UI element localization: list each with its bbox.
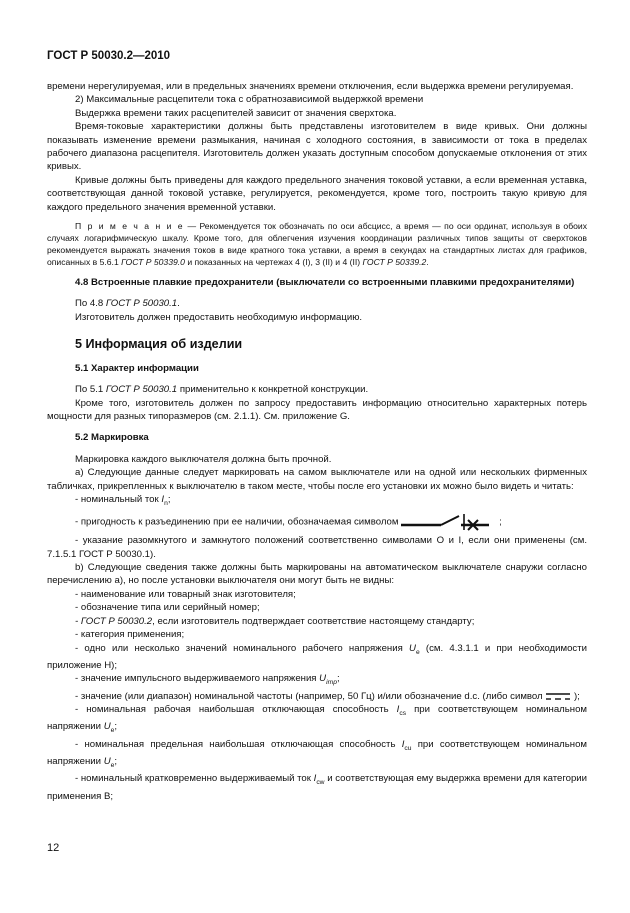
direct-current-symbol-icon [545, 691, 571, 701]
b5-text: - одно или несколько значений номинального рабочего напряжения [75, 642, 409, 654]
list-item-rated-voltage [47, 642, 587, 673]
b5-end: (см. 4.3.1.1 и при необходимости приложение Н); [47, 642, 587, 671]
s48-p1-end: . [177, 298, 180, 310]
section-5-heading: 5 Информация об изделии [75, 337, 243, 352]
section-5-1-heading: 5.1 Характер информации [75, 362, 199, 374]
list-item-impulse-voltage [47, 672, 587, 689]
section-5-2-heading: 5.2 Маркировка [75, 432, 149, 444]
note-text-a: — Рекомендуется ток обозначать по оси абсцисс, а время — по оси ординат, используя в обоих случаях логарифмическую шкалу. Кроме того, для облегчения изучения координации различных типов защиты от сверхтоков рекомендуется выражать значения токов в виде кратного тока уставки, а время в секундах на стандартных листах для графиков, описанных в 5.6.1 [47, 221, 588, 268]
b9-subscript-2: e [110, 761, 115, 769]
b5-subscript: e [415, 648, 420, 656]
page-number: 12 [47, 842, 60, 854]
list-item-manufacturer: - наименование или товарный знак изготовителя; [75, 588, 296, 600]
list-item-isolation [47, 513, 587, 531]
a1-text: - номинальный ток [75, 493, 162, 505]
list-item-rated-current [47, 493, 587, 510]
b10-end: и соответствующая ему выдержка времени для категории применения В; [47, 773, 587, 802]
list-item-frequency [47, 690, 587, 703]
a1-subscript: n [164, 499, 168, 507]
s51-p1-ref: ГОСТ Р 50030.1 [105, 384, 178, 396]
b5-symbol: U [409, 642, 416, 654]
list-item-ultimate-breaking [47, 738, 587, 773]
note-ref-a: ГОСТ Р 50339.0 [121, 257, 185, 268]
page-body [47, 80, 587, 803]
b9-symbol: I [401, 738, 405, 750]
note-paragraph [47, 220, 587, 268]
a1-symbol: I [161, 493, 165, 505]
intro-paragraph-5: Кривые должны быть приведены для каждого предельного значения токовой уставки, а если временная уставка, соответствующая данной токовой уставке, регулируется, рекомендуется, кроме того, построить такую кривую для каждого предельного значения временной уставки. [47, 174, 587, 213]
b8-subscript-2: e [110, 727, 115, 735]
b6-text: - значение импульсного выдерживаемого напряжения [75, 673, 320, 685]
disconnector-symbol-icon [401, 513, 499, 531]
b6-symbol: U [319, 673, 327, 685]
b3-ref: - ГОСТ Р 50030.2 [75, 615, 153, 627]
list-item-category: - категория применения; [75, 629, 185, 641]
b6-end: ; [336, 673, 340, 685]
s51-p1-text: По 5.1 [75, 384, 106, 396]
section-4-8-heading: 4.8 Встроенные плавкие предохранители (выключатели со встроенными плавкими предохранителями) [75, 277, 575, 289]
section-5-1-paragraph-1 [47, 383, 587, 396]
b7-text: - значение (или диапазон) номинальной частоты (например, 50 Гц) и/или обозначение d.c. (либо символ [75, 690, 546, 702]
note-text-c: . [426, 257, 429, 268]
list-item-positions: - указание разомкнутого и замкнутого положений соответственно символами О и I, если они применены (см. 7.1.5.1 ГОСТ Р 50030.1). [47, 535, 587, 560]
section-5-2-item-a: а) Следующие данные следует маркировать на самом выключателе или на одной или нескольких фирменных табличках, прикрепленных к выключателю в таком месте, чтобы после его установки их можно было видеть и читать: [47, 467, 587, 492]
s48-p1-ref: ГОСТ Р 50030.1 [105, 298, 178, 310]
list-item-type: - обозначение типа или серийный номер; [75, 602, 260, 614]
a1-end: ; [167, 493, 171, 505]
b8-symbol: I [396, 703, 400, 715]
b7-end: ); [571, 690, 580, 702]
b10-subscript: cw [316, 779, 325, 787]
list-item-service-breaking [47, 703, 587, 738]
intro-paragraph-3: Выдержка времени таких расцепителей зависит от значения сверхтока. [75, 107, 397, 119]
s51-p1-end: применительно к конкретной конструкции. [177, 384, 369, 396]
b8-middle: при соответствующем номинальном напряжении [47, 703, 587, 733]
b10-text: - номинальный кратковременно выдерживаемый ток [75, 773, 314, 785]
b9-end: ; [114, 755, 118, 767]
note-ref-b: ГОСТ Р 50339.2 [362, 257, 427, 268]
section-4-8-paragraph-2: Изготовитель должен предоставить необходимую информацию. [75, 311, 363, 323]
b9-subscript: cu [404, 744, 412, 752]
section-5-2-item-b: b) Следующие сведения также должны быть маркированы на автоматическом выключателе снаружи согласно перечислению а), но после установки выключателя они могут быть не видны: [47, 562, 587, 587]
a2-end: ; [499, 516, 502, 528]
note-lead: П р и м е ч а н и е [75, 221, 185, 232]
b6-subscript: imp [326, 679, 337, 687]
section-4-8-paragraph-1 [47, 297, 587, 310]
b9-symbol-2: U [103, 755, 111, 767]
b3-text: , если изготовитель подтверждает соответствие настоящему стандарту; [152, 615, 475, 627]
b10-symbol: I [313, 773, 317, 785]
intro-paragraph-1: времени нерегулируемая, или в предельных значениях времени отключения, если выдержка времени регулируемая. [47, 81, 574, 92]
a2-text: - пригодность к разъединению при ее наличии, обозначаемая символом [75, 516, 402, 528]
b8-symbol-2: U [103, 721, 111, 733]
b8-end: ; [114, 721, 118, 733]
running-header: ГОСТ Р 50030.2—2010 [47, 50, 171, 62]
b9-middle: при соответствующем номинальном напряжении [47, 738, 587, 767]
list-item-standard [47, 615, 587, 628]
b8-text: - номинальная рабочая наибольшая отключающая способность [75, 703, 397, 715]
list-item-short-time-current [47, 772, 587, 803]
intro-paragraph-4: Время-токовые характеристики должны быть представлены изготовителем в виде кривых. Они должны показывать изменение времени размыкания, начиная с холодного состояния, в зависимости от тока в пределах рабочего диапазона расцепителя. Изготовитель должен указать доступным способом допускаемые отклонения от этих кривых. [47, 121, 587, 173]
b8-subscript: cs [399, 709, 407, 717]
intro-paragraph-2: 2) Максимальные расцепители тока с обратнозависимой выдержкой времени [75, 94, 424, 106]
s48-p1-text: По 4.8 [75, 298, 106, 310]
section-5-2-paragraph-1: Маркировка каждого выключателя должна быть прочной. [75, 453, 332, 465]
b9-text: - номинальная предельная наибольшая отключающая способность [75, 738, 402, 750]
section-5-1-paragraph-2: Кроме того, изготовитель должен по запросу предоставить информацию относительно характерных потерь мощности для разных типоразмеров (см. 2.1.1). См. приложение G. [47, 397, 587, 422]
note-text-b: и показанных на чертежах 4 (I), 3 (II) и 4 (II) [184, 257, 363, 268]
